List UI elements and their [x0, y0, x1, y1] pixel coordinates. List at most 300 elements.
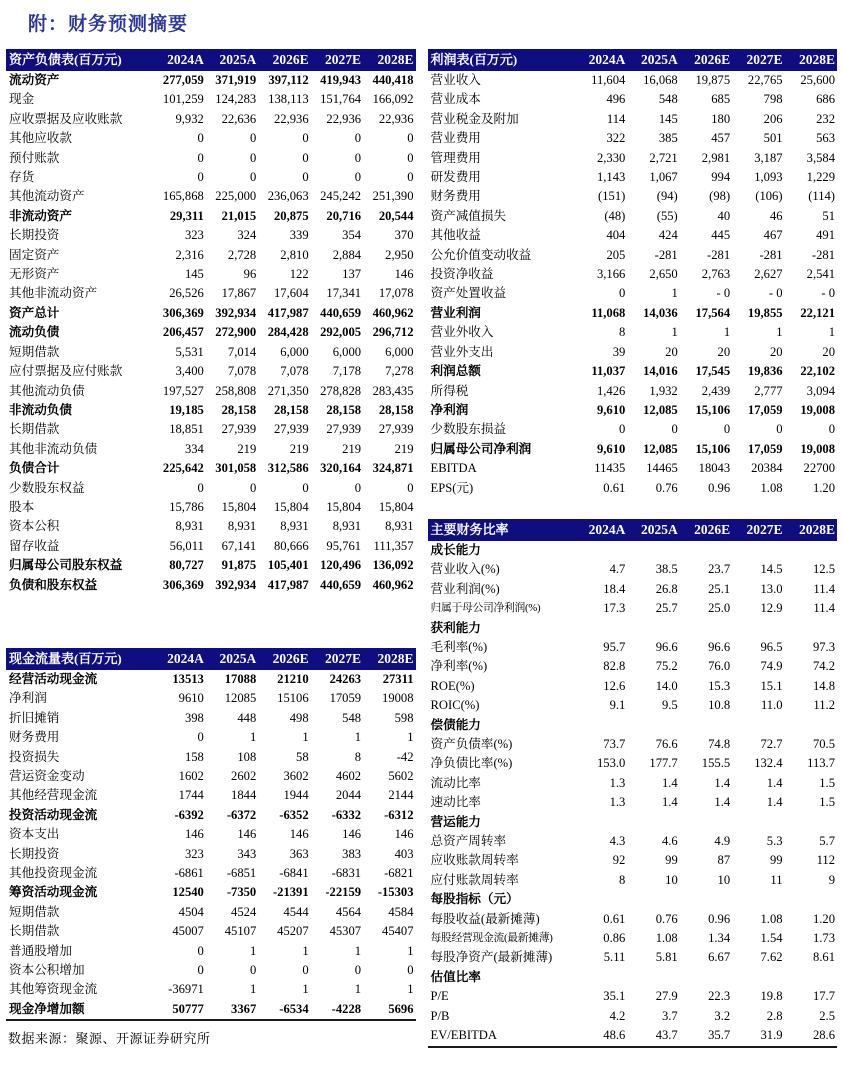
cell-value: 2,950	[385, 247, 414, 262]
cell-value: 1,093	[754, 170, 783, 185]
cell-value: 12.5	[812, 562, 835, 577]
cell-value: 272,900	[215, 325, 257, 340]
cell-value: 219	[289, 441, 309, 456]
row-label: 投资活动现金流	[9, 807, 98, 822]
cell-value	[732, 890, 784, 909]
table-header-row	[428, 519, 838, 541]
cell-value: 363	[289, 846, 309, 861]
cell-value: 284,428	[267, 325, 309, 340]
cell-value: 14.5	[760, 562, 783, 577]
cell-value: 20,875	[274, 208, 309, 223]
year-column-header: 2027E	[311, 648, 363, 670]
cell-value: 219	[394, 441, 414, 456]
row-label: 营业税金及附加	[430, 111, 519, 126]
cell-value: 1	[302, 943, 309, 958]
cell-value: 3,187	[754, 150, 783, 165]
cell-value: 113.7	[807, 756, 835, 771]
cell-value: 4.9	[714, 834, 731, 849]
row-label: 速动比率	[430, 795, 481, 810]
cell-value: 43.7	[655, 1028, 678, 1043]
cell-value: 75.2	[655, 659, 678, 674]
cell-value: 2,728	[227, 247, 257, 262]
cell-value: 80,666	[274, 538, 309, 553]
row-label: 所得税	[430, 383, 469, 398]
row-label: 短期借款	[9, 904, 60, 919]
table-row	[428, 129, 838, 148]
table-row	[428, 401, 838, 420]
cell-value: 27.9	[655, 989, 678, 1004]
cell-value: 2,981	[701, 150, 731, 165]
cell-value: 9	[828, 872, 835, 887]
cell-value: 2.5	[819, 1008, 835, 1023]
cell-value: 12.6	[603, 678, 626, 693]
cell-value	[627, 813, 679, 832]
cell-value: 205	[606, 247, 626, 262]
cell-value: 11	[770, 872, 783, 887]
cell-value: 1,067	[649, 170, 678, 185]
cell-value: 25.7	[655, 601, 678, 616]
cell-value: 28,158	[221, 402, 257, 417]
cell-value	[785, 813, 837, 832]
cell-value: 96.5	[760, 639, 783, 654]
cell-value: 1.4	[714, 795, 731, 810]
row-label: 长期借款	[9, 924, 60, 939]
cell-value: 132.4	[754, 756, 783, 771]
table-row	[6, 961, 416, 980]
cell-value: 0	[249, 480, 257, 495]
table-row	[428, 696, 838, 715]
cell-value: 2.8	[766, 1008, 783, 1023]
year-column-header: 2028E	[363, 49, 415, 71]
row-label: 营业收入	[430, 73, 481, 87]
cell-value: 27,939	[378, 422, 414, 437]
cell-value	[732, 619, 784, 638]
cell-value	[785, 890, 837, 909]
row-label: 净利润	[430, 402, 469, 417]
cell-value: 11.2	[813, 698, 835, 713]
table-title: 现金流量表(百万元)	[6, 648, 153, 670]
cell-value: 146	[394, 267, 414, 282]
cell-value: 563	[816, 131, 835, 146]
page-title: 附：财务预测摘要	[28, 14, 189, 35]
row-label: 成长能力	[430, 542, 481, 557]
cell-value: 10	[717, 872, 731, 887]
cell-value: 1.08	[655, 931, 678, 946]
table-row	[428, 793, 838, 812]
cell-value: 45107	[224, 924, 257, 939]
cell-value: 76.6	[655, 737, 678, 751]
cell-value: 23.7	[708, 562, 731, 577]
row-label: 净负债比率(%)	[430, 756, 513, 771]
cell-value: 28,158	[274, 402, 309, 417]
cell-value: 18,851	[169, 422, 204, 437]
cell-value: 17.3	[603, 601, 626, 616]
cell-value: 56,011	[169, 538, 204, 553]
cell-value: 5.7	[819, 834, 835, 849]
cell-value: -281	[811, 247, 835, 262]
cell-value: 0	[828, 422, 835, 437]
row-label: 每股收益(最新摊薄)	[430, 911, 540, 926]
cell-value: 1	[302, 982, 309, 997]
table-row	[428, 246, 838, 265]
cell-value	[785, 541, 837, 560]
cell-value: 292,005	[320, 325, 362, 340]
year-column-header: 2026E	[258, 648, 310, 670]
cell-value: 0	[407, 963, 414, 978]
cell-value: 8	[354, 749, 362, 764]
table-row	[428, 560, 838, 579]
table-row	[6, 401, 416, 420]
cell-value: 0	[302, 480, 309, 495]
cell-value: 4544	[283, 904, 309, 919]
cell-value: 1	[671, 325, 678, 340]
cell-value: 3.7	[661, 1008, 678, 1023]
cell-value: 58	[296, 749, 309, 764]
cell-value: 1	[671, 286, 678, 301]
cell-value: 19,836	[747, 364, 783, 379]
cell-value: 0	[197, 150, 204, 165]
cell-value: -7350	[226, 885, 257, 900]
cell-value: 440,418	[372, 73, 414, 87]
cell-value: 7,278	[385, 364, 414, 379]
table-row	[428, 149, 838, 168]
cell-value: 324,871	[372, 461, 414, 476]
cell-value: 4524	[231, 904, 257, 919]
cell-value: 136,092	[372, 558, 414, 573]
cell-value: 306,369	[162, 577, 204, 592]
cell-value: 598	[394, 710, 414, 725]
row-label: 利润总额	[430, 364, 481, 379]
cell-value: - 0	[768, 286, 783, 301]
cell-value: -281	[707, 247, 731, 262]
cell-value: 28.6	[812, 1028, 835, 1043]
table-row	[428, 459, 838, 478]
row-label: P/B	[430, 1008, 450, 1023]
cell-value: 11435	[594, 461, 626, 476]
cell-value: -15303	[377, 885, 414, 900]
year-column-header: 2028E	[363, 648, 415, 670]
cell-value: 72.7	[760, 737, 783, 751]
table-row	[428, 599, 838, 618]
cell-value: 206,457	[162, 325, 204, 340]
cell-value: 2,777	[754, 383, 783, 398]
year-column-header: 2026E	[680, 519, 732, 541]
cell-value: 0	[354, 480, 362, 495]
cell-value: 40	[717, 208, 731, 223]
row-label: 归属于母公司净利润(%)	[430, 602, 541, 615]
cell-value: 440,659	[320, 577, 362, 592]
row-label: 资本支出	[9, 827, 60, 842]
cell-value: 3.2	[714, 1008, 731, 1023]
cell-value: 6,000	[280, 344, 309, 359]
cell-value: 301,058	[215, 461, 257, 476]
cell-value: 548	[342, 710, 362, 725]
cell-value: 95,761	[326, 538, 362, 553]
cell-value: 28,158	[378, 402, 414, 417]
row-label: 预付账款	[9, 150, 60, 165]
table-row	[428, 774, 838, 793]
cell-value: 7.62	[760, 950, 783, 965]
cell-value: 12,085	[643, 402, 678, 417]
cell-value: 1	[249, 943, 257, 958]
table-row	[428, 420, 838, 439]
row-label: 营运资金变动	[9, 769, 85, 783]
table-row	[6, 709, 416, 728]
cell-value: 70.5	[812, 737, 835, 751]
cell-value: 3,584	[806, 150, 835, 165]
cell-value: (48)	[604, 208, 626, 223]
cell-value: -21391	[272, 885, 309, 900]
cell-value: 271,350	[267, 383, 309, 398]
cell-value	[627, 968, 679, 987]
table-row	[6, 362, 416, 381]
cell-value: 15.3	[708, 678, 731, 693]
year-column-header: 2026E	[258, 49, 310, 71]
cell-value: 39	[612, 344, 626, 359]
table-row	[6, 343, 416, 362]
table-row	[428, 1026, 838, 1046]
cell-value: 105,401	[267, 558, 309, 573]
table-row	[6, 382, 416, 401]
row-label: 股本	[9, 499, 35, 514]
cell-value: 392,934	[215, 305, 257, 320]
cell-value: 197,527	[162, 383, 204, 398]
table-title: 主要财务比率	[428, 519, 575, 541]
cell-value: 166,092	[372, 92, 414, 107]
table-row	[428, 735, 838, 754]
cell-value: 120,496	[320, 558, 362, 573]
cell-value: 6.67	[708, 950, 731, 965]
cell-value: 0.76	[655, 911, 678, 926]
cell-value: 9.1	[609, 698, 626, 713]
row-label: 筹资活动现金流	[9, 885, 98, 900]
cell-value: 0	[354, 170, 362, 185]
cell-value: 9.5	[661, 698, 678, 713]
cell-value: 0.86	[603, 931, 626, 946]
cell-value: 17,564	[695, 305, 731, 320]
row-label: 投资净收益	[430, 267, 494, 282]
table-row	[428, 284, 838, 303]
cell-value: 397,112	[268, 73, 309, 87]
table-row	[6, 942, 416, 961]
cell-value: 385	[658, 131, 678, 146]
cell-value: 460,962	[372, 305, 414, 320]
cell-value	[627, 716, 679, 735]
cell-value: 219	[237, 441, 257, 456]
cell-value: 45007	[172, 924, 204, 939]
row-label: 管理费用	[430, 150, 481, 165]
cell-value: 424	[658, 228, 678, 243]
table-row	[6, 304, 416, 323]
cell-value: 8,931	[385, 519, 414, 534]
cell-value	[732, 813, 784, 832]
cell-value: 20	[665, 344, 678, 359]
cell-value: 1,229	[806, 170, 835, 185]
cell-value: 1	[828, 325, 835, 340]
cell-value: 2,721	[649, 150, 678, 165]
cell-value: 2144	[388, 788, 414, 803]
cell-value: 91,875	[221, 558, 257, 573]
two-column-layout	[6, 49, 837, 1048]
cell-value: 19,008	[800, 402, 835, 417]
cell-value: 1.08	[760, 480, 783, 495]
table-row	[428, 929, 838, 948]
cell-value: 27311	[382, 671, 414, 686]
cell-value: 548	[658, 92, 678, 107]
table-row	[428, 71, 838, 90]
cell-value	[785, 619, 837, 638]
cell-value	[627, 541, 679, 560]
cell-value: 501	[763, 131, 783, 146]
cell-value: -6392	[174, 807, 204, 822]
row-label: 应收票据及应收账款	[9, 111, 123, 126]
cell-value: 20	[822, 344, 835, 359]
cell-value: 404	[606, 228, 626, 243]
row-label: 流动比率	[430, 775, 481, 790]
row-label: 普通股增加	[9, 943, 72, 958]
cell-value: 0	[354, 963, 362, 978]
cell-value: 97.3	[812, 639, 835, 654]
cell-value: 46	[769, 208, 783, 223]
cell-value: 67,141	[221, 538, 257, 553]
year-column-header: 2024A	[153, 49, 205, 71]
cell-value: 383	[342, 846, 362, 861]
cell-value: 145	[184, 267, 204, 282]
row-label: 应收账款周转率	[430, 853, 519, 868]
cell-value: 15,804	[326, 499, 362, 514]
row-label: 少数股东损益	[430, 422, 507, 437]
cell-value: 27,939	[274, 422, 309, 437]
cell-value: 225,642	[162, 461, 204, 476]
cell-value: 22,121	[800, 305, 835, 320]
table-title: 利润表(百万元)	[428, 49, 575, 71]
cell-value: 1.5	[819, 775, 835, 790]
row-label: 营运能力	[430, 814, 481, 829]
table-row	[6, 980, 416, 999]
cell-value: 17,059	[747, 441, 783, 456]
row-label: 资产总计	[9, 305, 60, 320]
cell-value: 87	[717, 853, 731, 868]
table-row	[428, 304, 838, 323]
table-row	[6, 498, 416, 517]
table-row	[6, 1000, 416, 1020]
cell-value: 95.7	[603, 639, 626, 654]
cell-value: 1.20	[812, 911, 835, 926]
table-row	[6, 767, 416, 786]
table-row	[6, 284, 416, 303]
table-row	[428, 362, 838, 381]
cell-value: 419,943	[320, 73, 362, 87]
cell-value: 14,036	[643, 305, 678, 320]
cell-value: 15,106	[695, 441, 731, 456]
table-row	[428, 948, 838, 967]
table-row	[6, 479, 416, 498]
cell-value: 146	[184, 827, 204, 842]
row-label: 每股指标（元）	[430, 892, 519, 907]
cell-value: 19,008	[800, 441, 835, 456]
cell-value: 1.3	[609, 775, 626, 790]
row-label: 投资损失	[9, 749, 60, 764]
cell-value: 12,085	[643, 441, 678, 456]
row-label: 经营活动现金流	[9, 671, 98, 686]
cell-value: -6372	[226, 807, 257, 822]
cell-value: 17,604	[274, 286, 309, 301]
cell-value: 0	[302, 963, 309, 978]
cell-value: 3367	[231, 1001, 257, 1016]
cell-value: 994	[711, 170, 731, 185]
cell-value: 8,931	[175, 519, 204, 534]
cell-value: 19.8	[760, 989, 783, 1004]
table-row	[6, 689, 416, 708]
cell-value: 22,102	[800, 364, 835, 379]
cell-value	[785, 716, 837, 735]
cell-value: 15,804	[274, 499, 309, 514]
table-row	[6, 537, 416, 556]
cell-value: 7,078	[227, 364, 257, 379]
row-label: 净利率(%)	[430, 659, 488, 674]
cell-value: 18043	[698, 461, 731, 476]
cell-value: 496	[606, 92, 626, 107]
section-header-row	[428, 716, 838, 735]
row-label: EPS(元)	[430, 480, 474, 495]
row-label: 研发费用	[430, 170, 481, 185]
cell-value: 0	[671, 422, 678, 437]
table-header-row	[428, 49, 838, 71]
cell-value: 440,659	[320, 305, 362, 320]
cell-value: 343	[237, 846, 257, 861]
cell-value: 0	[249, 131, 257, 146]
cell-value: 370	[394, 228, 414, 243]
row-label: 留存收益	[9, 538, 60, 553]
cell-value: 22,636	[221, 111, 257, 126]
cell-value: 15106	[277, 691, 309, 706]
cell-value: 12085	[224, 691, 257, 706]
cell-value: 1.34	[708, 931, 731, 946]
table-row	[6, 187, 416, 206]
row-label: 其他非流动负债	[9, 441, 98, 456]
cell-value: 0	[407, 170, 414, 185]
cell-value: 48.6	[603, 1028, 626, 1043]
row-label: 流动负债	[9, 325, 60, 340]
cell-value: 17,341	[326, 286, 362, 301]
row-label: 固定资产	[9, 247, 60, 262]
row-label: 归属母公司股东权益	[9, 558, 123, 573]
table-row	[6, 825, 416, 844]
cell-value: 31.9	[760, 1028, 783, 1043]
cell-value: 0	[302, 170, 309, 185]
cell-value: 448	[237, 710, 257, 725]
cell-value: 3602	[283, 769, 309, 783]
section-header-row	[428, 968, 838, 987]
section-header-row	[428, 619, 838, 638]
cell-value: 20	[769, 344, 783, 359]
row-label: 资本公积	[9, 519, 60, 534]
cell-value: 22,936	[274, 111, 309, 126]
cell-value	[680, 968, 732, 987]
cell-value: 22.3	[708, 989, 731, 1004]
row-label: EV/EBITDA	[430, 1028, 497, 1043]
row-label: 营业外收入	[430, 325, 494, 340]
cell-value: 20	[717, 344, 731, 359]
cell-value: 146	[342, 827, 362, 842]
cell-value	[575, 890, 627, 909]
cell-value: 798	[763, 92, 783, 107]
cell-value: 11,068	[591, 305, 626, 320]
cell-value: 122	[289, 267, 309, 282]
row-label: 短期借款	[9, 344, 60, 359]
row-label: 流动资产	[9, 73, 60, 87]
cell-value: -6332	[331, 807, 362, 822]
